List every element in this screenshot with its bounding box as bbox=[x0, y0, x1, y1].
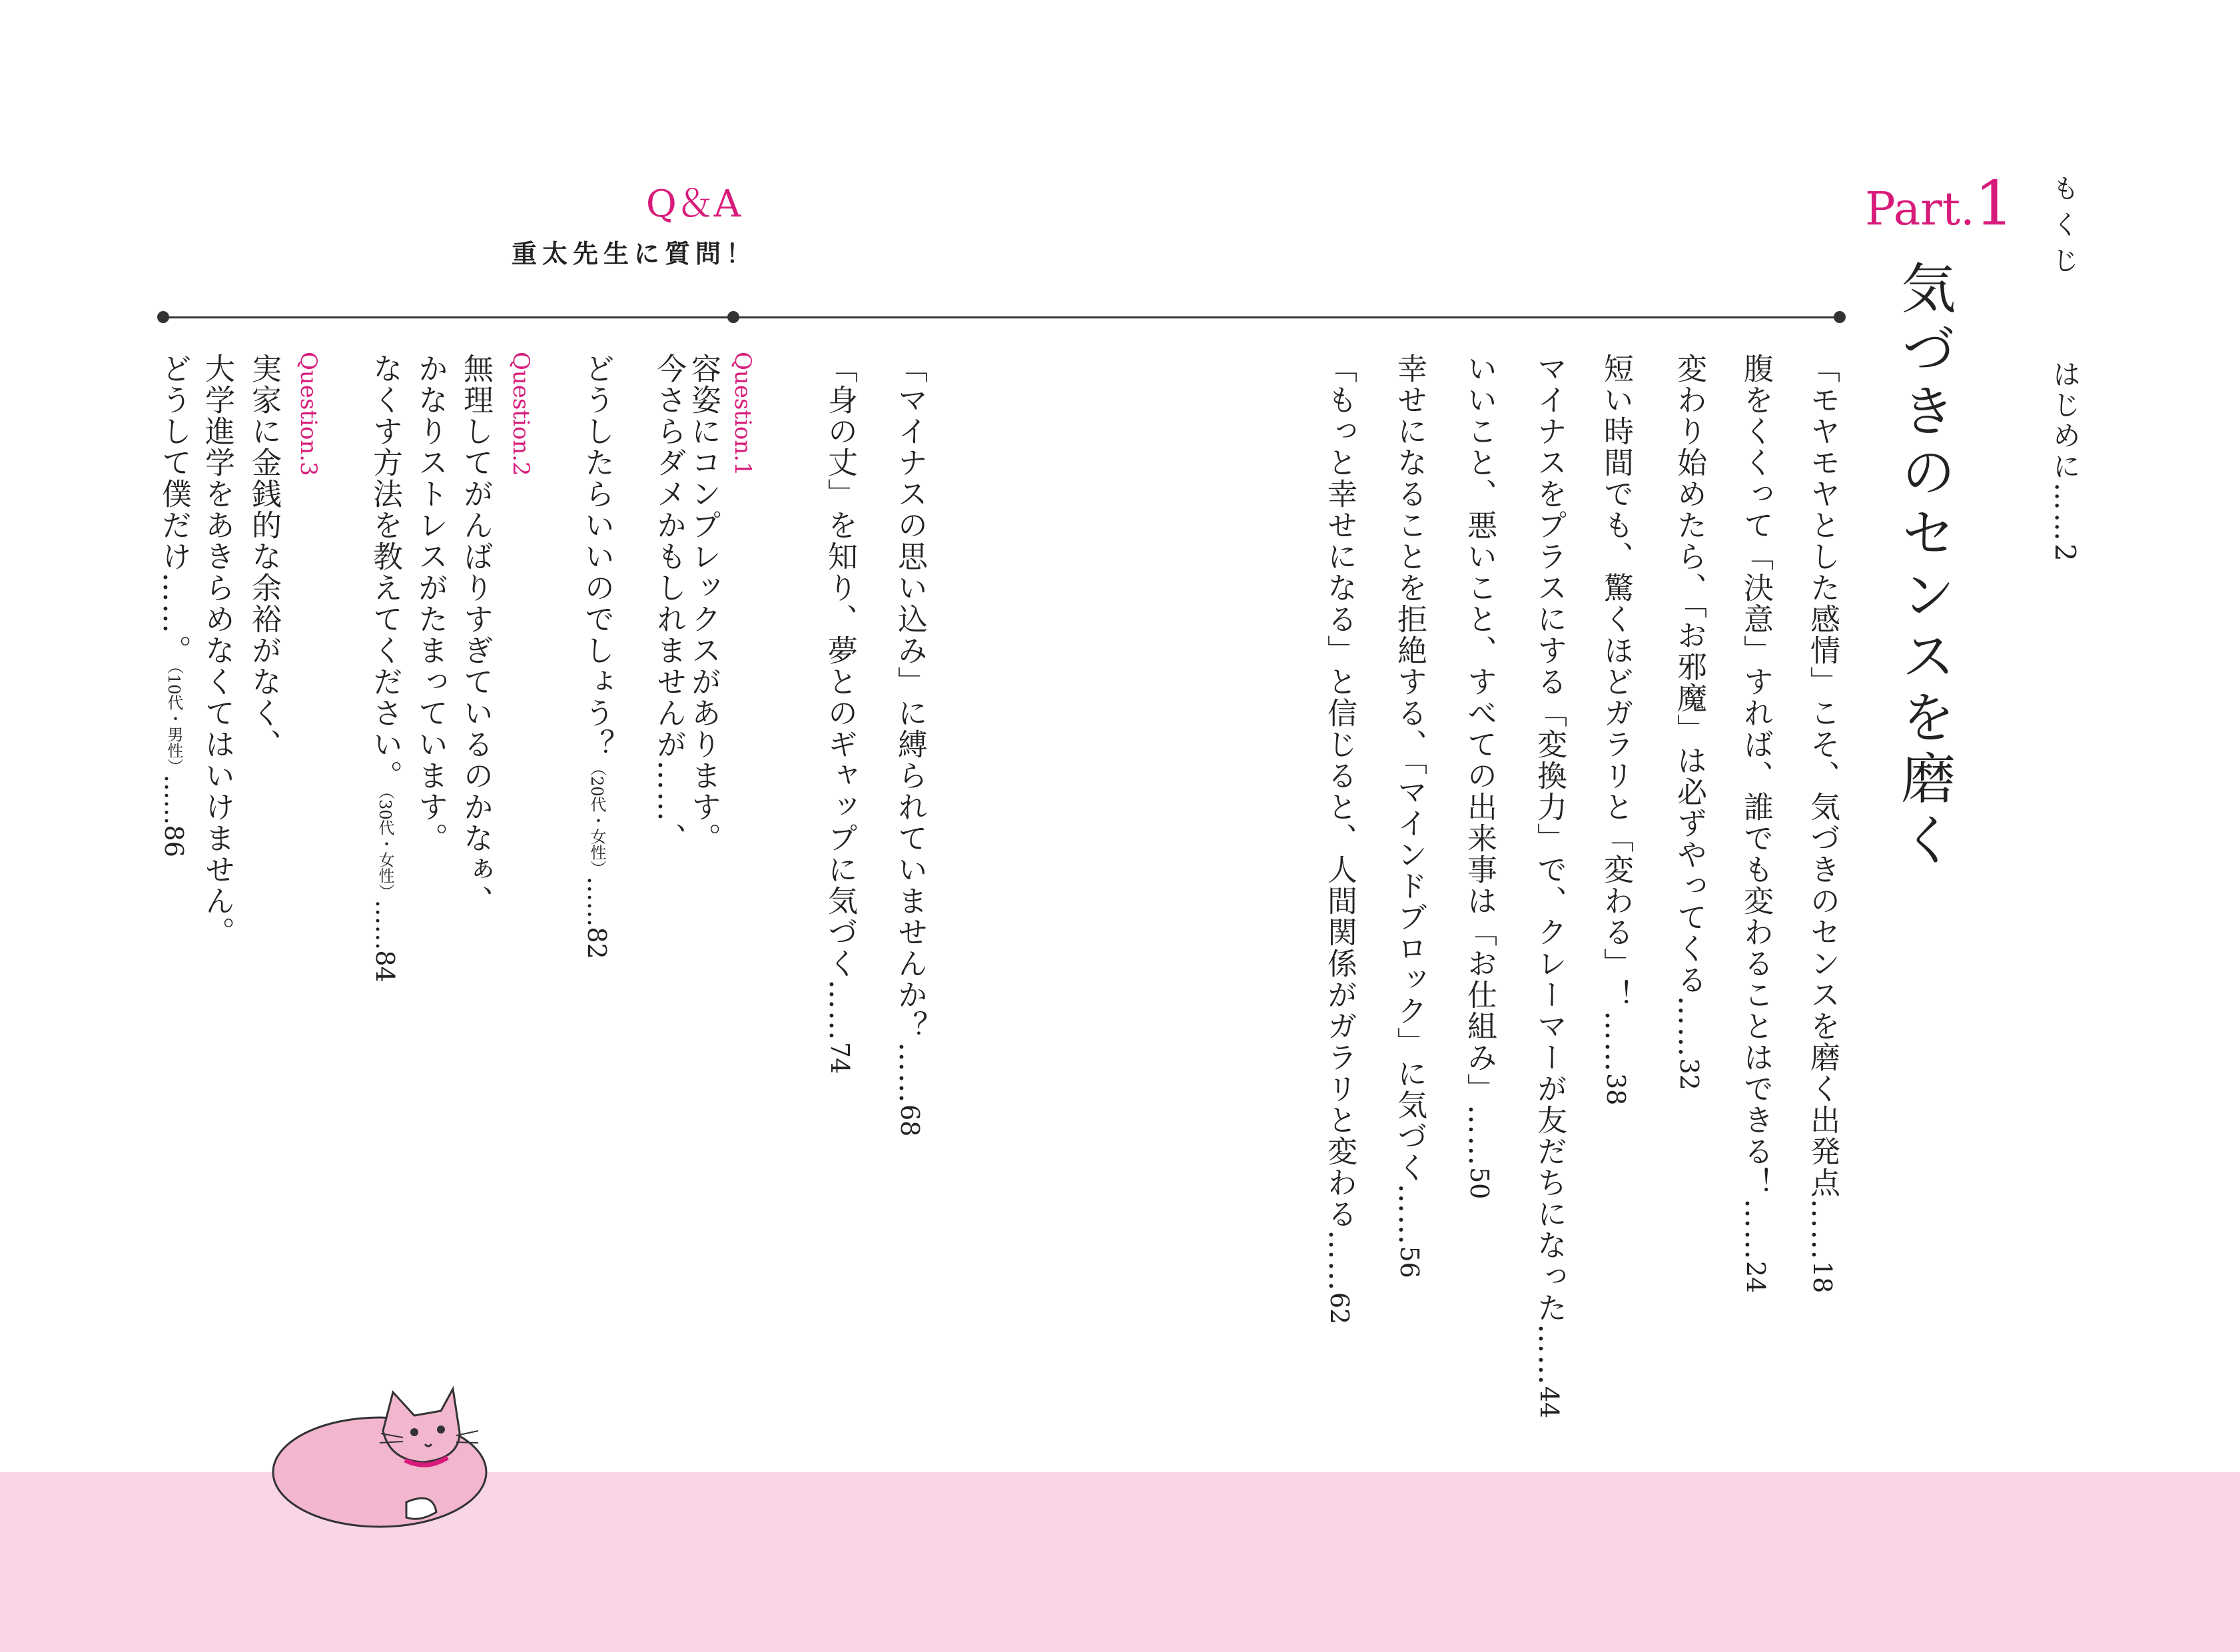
question-label: Question.3 bbox=[295, 352, 322, 476]
toc-item: 変わり始めたら、「お邪魔」は必ずやってくる……32 bbox=[1672, 353, 1707, 1090]
question-label: Question.2 bbox=[508, 352, 534, 476]
toc-item: いいこと、悪いこと、すべての出来事は「お仕組み」……50 bbox=[1462, 353, 1497, 1200]
toc-item: 「もっと幸せになる」と信じると、人間関係がガラリと変わる……62 bbox=[1322, 353, 1357, 1325]
question-page: ……86 bbox=[159, 774, 188, 857]
toc-item: マイナスをプラスにする「変換力」で、クレーマーが友だちになった……44 bbox=[1532, 353, 1567, 1419]
part-label: Part. bbox=[1865, 183, 1975, 236]
toc-item: 幸せになることを拒絶する、「マインドブロック」に気づく……56 bbox=[1392, 353, 1427, 1278]
part-number: 1 bbox=[1974, 168, 2014, 239]
question-line: 容姿にコンプレックスがあります。 bbox=[686, 353, 721, 854]
question-line: 無理してがんばりすぎているのかなぁ、 bbox=[458, 353, 494, 917]
question-note: （20代・女性） bbox=[587, 760, 606, 877]
qa-subtitle: 重太先生に質問！ bbox=[511, 239, 757, 268]
question-line: 今さらダメかもしれませんが……、 bbox=[651, 353, 687, 854]
question-page: ……82 bbox=[582, 876, 611, 959]
toc-item: 「モヤモヤとした感情」こそ、気づきのセンスを磨く出発点……18 bbox=[1805, 353, 1840, 1294]
toc-item: 「身の丈」を知り、夢とのギャップに気づく……74 bbox=[823, 353, 858, 1074]
question-line: どうして僕だけ……。（10代・男性）……86 bbox=[157, 353, 192, 857]
rule-dot-right bbox=[1834, 311, 1846, 323]
toc-item: 「マイナスの思い込み」に縛られていませんか？……68 bbox=[893, 353, 928, 1137]
question-line: 大学進学をあきらめなくてはいけません。 bbox=[200, 353, 235, 948]
question-note: （10代・男性） bbox=[165, 666, 183, 775]
divider-rule bbox=[161, 316, 1841, 318]
question-page: ……84 bbox=[370, 899, 400, 983]
part-heading bbox=[1865, 168, 2014, 239]
rule-dot-middle bbox=[727, 311, 739, 323]
question-line: どうしたらいいのでしょう？（20代・女性）……82 bbox=[579, 353, 615, 959]
qa-title: Q＆A bbox=[645, 183, 741, 226]
toc-item: 腹をくくって「決意」すれば、誰でも変わることはできる！……24 bbox=[1738, 353, 1774, 1294]
intro-entry: はじめに……2 bbox=[2049, 360, 2081, 564]
toc-item: 短い時間でも、驚くほどガラリと「変わる」！……38 bbox=[1599, 353, 1634, 1106]
question-line: かなりストレスがたまっています。 bbox=[413, 353, 448, 854]
part-title: 気づきのセンスを磨く bbox=[1892, 260, 1956, 873]
question-line: なくす方法を教えてください。（30代・女性）……84 bbox=[368, 353, 403, 983]
cat-illustration bbox=[266, 1372, 493, 1532]
question-label: Question.1 bbox=[729, 352, 756, 476]
rule-dot-left bbox=[157, 311, 169, 323]
mokuji-label: もくじ bbox=[2048, 175, 2079, 282]
question-note: （30代・女性） bbox=[376, 791, 394, 900]
question-line: 実家に金銭的な余裕がなく、 bbox=[246, 353, 282, 760]
